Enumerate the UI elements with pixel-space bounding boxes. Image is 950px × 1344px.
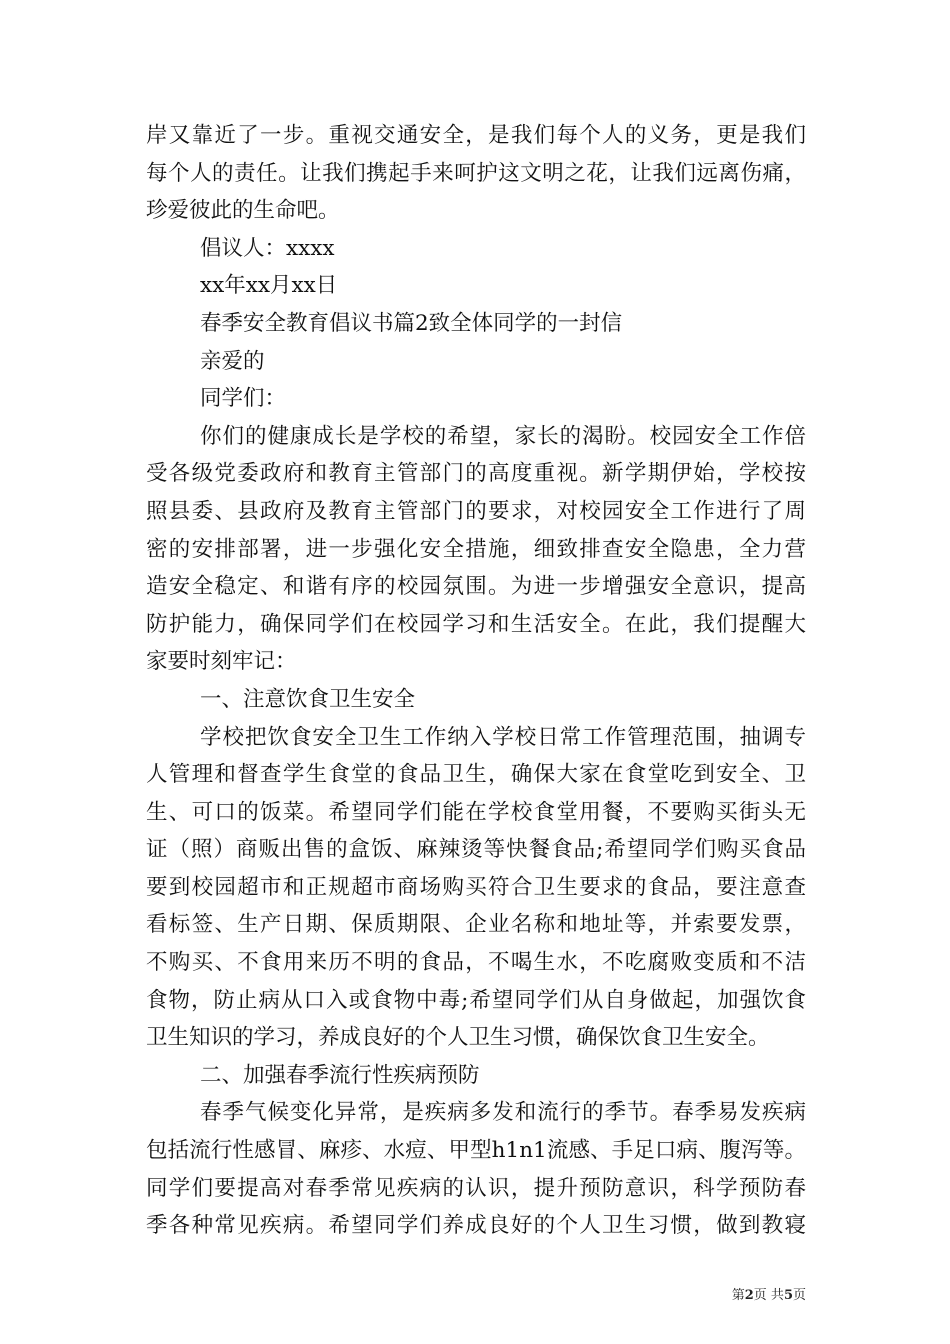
text-line: 同学们要提高对春季常见疾病的认识，提升预防意识，科学预防春 xyxy=(146,1175,806,1201)
text-line: 二、加强春季流行性疾病预防 xyxy=(200,1062,480,1088)
text-line: 要到校园超市和正规超市商场购买符合卫生要求的食品，要注意查 xyxy=(146,874,806,900)
text-line: 学校把饮食安全卫生工作纳入学校日常工作管理范围，抽调专 xyxy=(200,724,806,750)
footer-suffix: 页 xyxy=(792,1288,806,1303)
text-line: 同学们： xyxy=(200,386,287,412)
total-pages-number: 5 xyxy=(783,1288,793,1303)
text-line: 春季安全教育倡议书篇2致全体同学的一封信 xyxy=(200,310,623,336)
text-line: 每个人的责任。让我们携起手来呵护这文明之花，让我们远离伤痛， xyxy=(146,160,806,186)
text-line: 家要时刻牢记： xyxy=(146,649,297,675)
text-line: 不购买、不食用来历不明的食品，不喝生水，不吃腐败变质和不洁 xyxy=(146,950,806,976)
document-body xyxy=(146,117,806,1245)
text-line: 受各级党委政府和教育主管部门的高度重视。新学期伊始，学校按 xyxy=(146,461,806,487)
text-line: 防护能力，确保同学们在校园学习和生活安全。在此，我们提醒大 xyxy=(146,611,806,637)
text-line: 一、注意饮食卫生安全 xyxy=(200,686,416,712)
page-footer xyxy=(732,1288,806,1304)
text-line: 季各种常见疾病。希望同学们养成良好的个人卫生习惯，做到教寝 xyxy=(146,1213,806,1239)
text-line: 照县委、县政府及教育主管部门的要求，对校园安全工作进行了周 xyxy=(146,498,806,524)
text-line: 看标签、生产日期、保质期限、企业名称和地址等，并索要发票， xyxy=(146,912,806,938)
footer-middle: 页 共 xyxy=(753,1288,784,1303)
text-line: 人管理和督查学生食堂的食品卫生，确保大家在食堂吃到安全、卫 xyxy=(146,762,806,788)
text-line: 倡议人：xxxx xyxy=(200,235,335,261)
text-line: 密的安排部署，进一步强化安全措施，细致排查安全隐患，全力营 xyxy=(146,536,806,562)
text-line: 亲爱的 xyxy=(200,348,265,374)
text-line: 珍爱彼此的生命吧。 xyxy=(146,198,340,224)
current-page-number: 2 xyxy=(744,1288,754,1303)
text-line: 春季气候变化异常，是疾病多发和流行的季节。春季易发疾病 xyxy=(200,1100,806,1126)
text-line: xx年xx月xx日 xyxy=(200,273,338,299)
text-line: 包括流行性感冒、麻疹、水痘、甲型h1n1流感、手足口病、腹泻等。 xyxy=(146,1138,806,1164)
text-line: 食物，防止病从口入或食物中毒;希望同学们从自身做起，加强饮食 xyxy=(146,987,806,1013)
text-line: 卫生知识的学习，养成良好的个人卫生习惯，确保饮食卫生安全。 xyxy=(146,1025,770,1051)
text-line: 岸又靠近了一步。重视交通安全，是我们每个人的义务，更是我们 xyxy=(146,123,806,148)
text-line: 造安全稳定、和谐有序的校园氛围。为进一步增强安全意识，提高 xyxy=(146,574,806,600)
text-line: 你们的健康成长是学校的希望，家长的渴盼。校园安全工作倍 xyxy=(200,423,806,449)
footer-prefix: 第 xyxy=(731,1288,745,1303)
text-line: 证（照）商贩出售的盒饭、麻辣烫等快餐食品;希望同学们购买食品 xyxy=(146,837,806,863)
text-line: 生、可口的饭菜。希望同学们能在学校食堂用餐，不要购买街头无 xyxy=(146,799,806,825)
